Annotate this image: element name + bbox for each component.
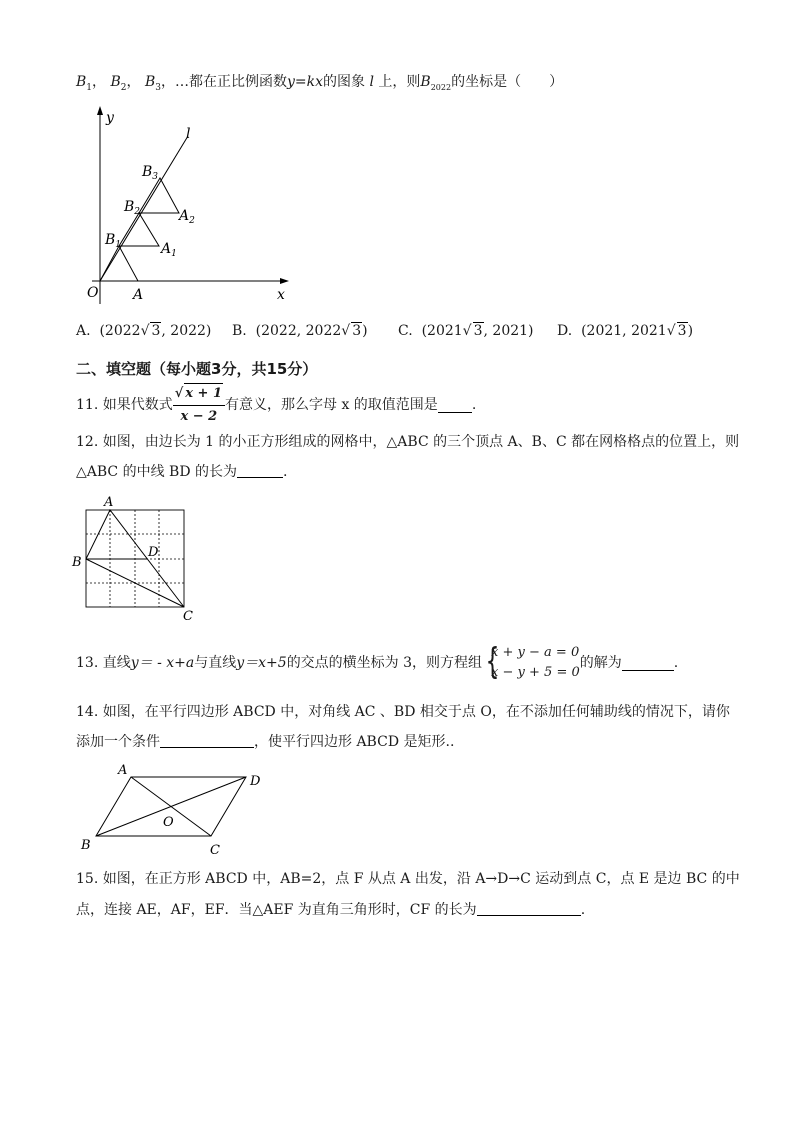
q10-function: y=kx [287, 74, 324, 90]
q10-point-bn: B [420, 74, 431, 90]
q12-figure [66, 494, 206, 624]
q14-label-d: D [250, 774, 261, 789]
q13-line2-eq: y＝x+5 [236, 655, 287, 671]
q10-point-bn-sub: 2022 [430, 82, 452, 92]
q13-answer-blank[interactable] [622, 656, 674, 671]
q10-triangle-2 [119, 213, 159, 246]
q12-label-d: D [148, 545, 159, 560]
q10-b2-label: $B_2$ [124, 199, 141, 217]
q11-suffix: 有意义，那么字母 x 的取值范围是 [225, 397, 438, 413]
q10-line-l: l [369, 74, 374, 90]
q11-answer-blank[interactable] [438, 398, 472, 413]
q11-prefix: 11. 如果代数式 [76, 397, 173, 413]
q10-line-l-graph [100, 136, 188, 281]
q10-option-b: B. (2022, 2022√ 3) [232, 323, 368, 339]
q10-stem: $B_1$， $B_2$， $B_3$，…都在正比例函数y=kx的图象 l 上，则$B_{2022}$的坐标是（ ） [76, 74, 564, 93]
q15-line1: 15. 如图，在正方形 ABCD 中，AB=2，点 F 从点 A 出发，沿 A→D→C 运动到点 C，点 E 是边 BC 的中 [76, 871, 740, 887]
q10-figure [80, 104, 305, 309]
q11: 11. 如果代数式 $\frac{√ x + 1}{x - 2}$ 有意义，那么字母 x 的取值范围是 . [76, 388, 476, 422]
q10-l-label: l [186, 126, 191, 142]
q13-brace-icon: { [485, 641, 500, 682]
q13-eq1: x + y − a = 0 [491, 645, 580, 660]
q10-option-a: A. (2022√ 3, 2022) [76, 323, 212, 339]
q10-point-b2: B [110, 74, 121, 90]
q13-eq2: x − y + 5 = 0 [491, 665, 580, 680]
q15-line2: 点，连接 AE，AF，EF．当△AEF 为直角三角形时，CF 的长为 . [76, 902, 586, 918]
q10-b3-label: $B_3$ [142, 164, 159, 182]
q13-line1-eq: y＝ - x+a [130, 655, 195, 671]
q10-x-label: x [277, 287, 285, 303]
q12-label-a: A [104, 495, 114, 510]
q10-triangle-1 [100, 246, 138, 281]
q14-label-b: B [81, 838, 91, 853]
q10-a2-label: $A_2$ [179, 208, 195, 226]
q10-a1-label: $A_1$ [161, 241, 177, 259]
q13: 13. 直线 y＝ - x+a 与直线 y＝x+5 的交点的横坐标为 3，则方程组 { x + y − a = 0 x − y + 5 = 0 的解为 . [76, 641, 679, 682]
q10-point-b3-sub: 3 [155, 82, 161, 93]
q10-point-b2-sub: 2 [120, 82, 127, 93]
q10-stem-text2: 的图象 [323, 74, 366, 90]
q12-line2: △ABC 的中线 BD 的长为 . [76, 464, 288, 480]
q10-point-b1-sub: 1 [86, 82, 93, 93]
q10-option-d: D. (2021, 2021√ 3) [557, 323, 694, 339]
q10-y-label: y [106, 110, 114, 126]
q12-label-b: B [72, 555, 82, 570]
q10-o-label: O [87, 285, 99, 301]
q14-label-c: C [210, 843, 220, 858]
q14-figure [76, 760, 276, 858]
q10-point-b1: B [76, 74, 87, 90]
section-heading: 二、填空题（每小题3分，共15分） [76, 360, 318, 378]
q14-line1: 14. 如图，在平行四边形 ABCD 中，对角线 AC 、BD 相交于点 O，在不添加任何辅助线的情况下，请你 [76, 704, 730, 720]
q14-label-a: A [118, 763, 128, 778]
q10-option-c: C. (2021√ 3, 2021) [398, 323, 534, 339]
q11-denominator: x − 2 [180, 409, 218, 424]
q10-stem-text4: 的坐标是（ ） [451, 74, 564, 90]
q14-answer-blank[interactable] [160, 733, 254, 748]
q10-b1-label: $B_1$ [105, 232, 122, 250]
q10-x-arrow-icon [280, 278, 289, 284]
q14-label-o: O [163, 815, 174, 830]
q11-numerator: x + 1 [184, 383, 223, 404]
q12-label-c: C [183, 609, 193, 624]
q11-fraction: $\frac{√ x + 1}{x - 2}$ [173, 383, 225, 427]
q15-answer-blank[interactable] [477, 901, 581, 916]
q10-y-arrow-icon [97, 106, 103, 115]
q12-answer-blank[interactable] [237, 463, 283, 478]
q13-equation-system [482, 643, 580, 683]
q10-a-label: A [133, 287, 144, 303]
q10-stem-text3: 上，则 [378, 74, 421, 90]
q10-stem-text1: ，…都在正比例函数 [161, 74, 287, 90]
q14-line2: 添加一个条件 ，使平行四边形 ABCD 是矩形.. [76, 734, 455, 750]
q12-line1: 12. 如图，由边长为 1 的小正方形组成的网格中，△ABC 的三个顶点 A、B、C 都在网格格点的位置上，则 [76, 434, 740, 450]
q10-point-b3: B [144, 74, 156, 90]
